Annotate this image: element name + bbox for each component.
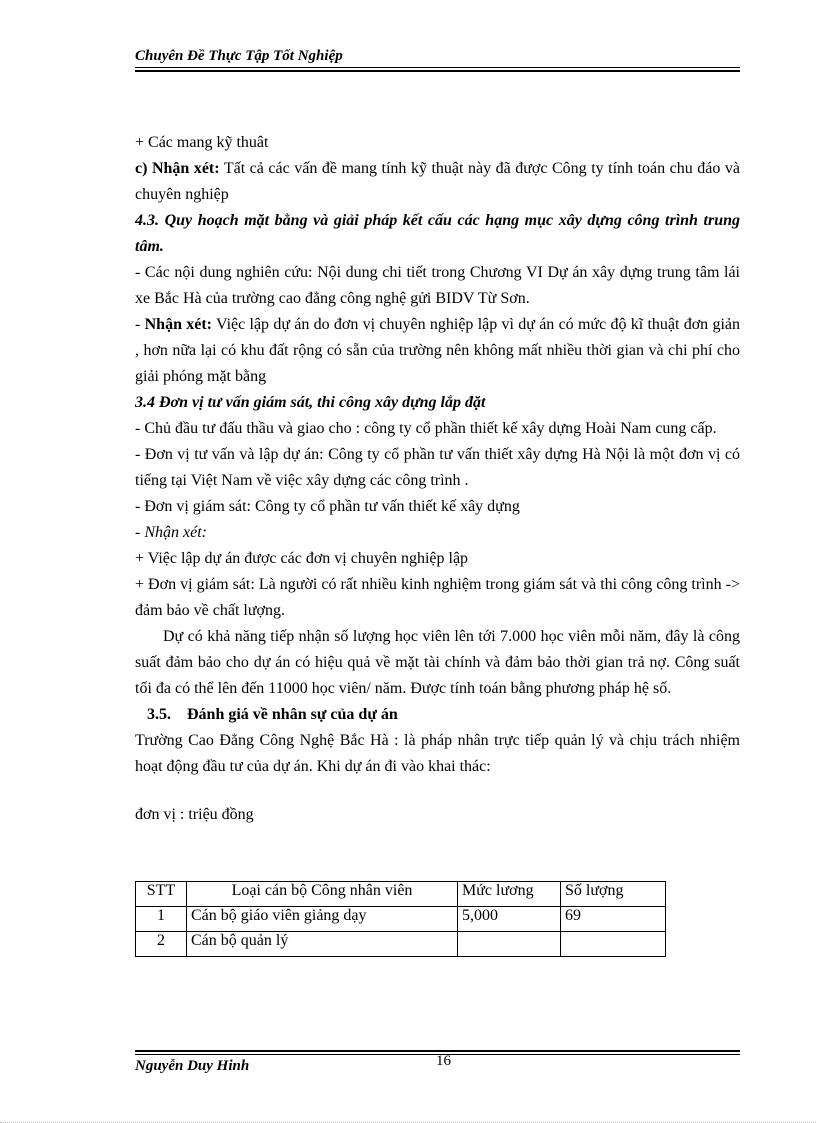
table-header-row	[136, 882, 666, 907]
paragraph-evaluation-label: - Nhận xét:	[135, 524, 207, 541]
evaluation-dash: -	[135, 316, 145, 333]
table-cell: 2	[136, 932, 187, 957]
paragraph-evaluation-c	[135, 156, 740, 208]
table-cell	[458, 932, 561, 957]
paragraph-project-setup: + Việc lập dự án được các đơn vị chuyên nghiệp lập	[135, 550, 469, 567]
header-rule-thin	[135, 67, 740, 68]
heading-3-5: 3.5. Đánh giá về nhân sự của dự án	[147, 706, 398, 723]
table-cell: 69	[561, 907, 666, 932]
heading-4-3: 4.3. Quy hoạch mặt bằng và giải pháp kết cấu các hạng mục xây dựng công trình trung tâm.	[135, 212, 740, 255]
staff-salary-table	[135, 881, 666, 957]
table-cell: Cán bộ giáo viên giảng dạy	[187, 907, 458, 932]
table-cell	[561, 932, 666, 957]
table-cell: 1	[136, 907, 187, 932]
paragraph-consultant: - Đơn vị tư vấn và lập dự án: Công ty cổ phần tư vấn thiết xây dựng Hà Nội là một đơn vị có tiếng tại Việt Nam về việc xây dựng các công trình .	[135, 446, 740, 489]
running-header: Chuyên Đề Thực Tập Tốt Nghiệp	[135, 48, 343, 64]
footer-author: Nguyễn Duy Hinh	[135, 1058, 250, 1074]
table-header-cell: Mức lương	[458, 882, 561, 907]
table-header-cell: Số lượng	[561, 882, 666, 907]
paragraph-investor: - Chủ đầu tư đấu thầu và giao cho : công ty cổ phần thiết kế xây dựng Hoài Nam cung cấp.	[135, 420, 717, 437]
document-body	[135, 130, 740, 828]
table-header-cell: Loại cán bộ Công nhân viên	[187, 882, 458, 907]
table-row	[136, 932, 666, 957]
paragraph-supervision-unit: + Đơn vị giám sát: Là người có rất nhiều kinh nghiệm trong giám sát và thi công công trình -> đảm bảo về chất lượng.	[135, 576, 740, 619]
paragraph-research-content: - Các nội dung nghiên cứu: Nội dung chi tiết trong Chương VI Dự án xây dựng trung tâm lái xe Bắc Hà của trường cao đẳng công nghệ gửi BIDV Từ Sơn.	[135, 264, 740, 307]
footer-rule-thick	[135, 1050, 740, 1052]
evaluation-planning-text: Việc lập dự án do đơn vị chuyên nghiệp lập vì dự án có mức độ kĩ thuật đơn giản , hơn nữa lại có khu đất rộng có sẵn của trường nên không mất nhiều thời gian và chi phí cho giải phóng mặt bằng	[135, 316, 741, 385]
heading-3-4: 3.4 Đơn vị tư vấn giám sát, thi công xây dựng lắp đặt	[135, 394, 486, 411]
evaluation-c-label: c) Nhận xét:	[135, 160, 220, 177]
evaluation-planning-label: Nhận xét:	[144, 316, 212, 333]
paragraph-college: Trường Cao Đẳng Công Nghệ Bắc Hà : là pháp nhân trực tiếp quản lý và chịu trách nhiệm hoạt động đầu tư của dự án. Khi dự án đi vào khai thác:	[135, 732, 740, 775]
table-cell: 5,000	[458, 907, 561, 932]
unit-label: đơn vị : triệu đồng	[135, 806, 254, 823]
paragraph-technical-network: + Các mang kỹ thuât	[135, 134, 269, 151]
paragraph-supervisor: - Đơn vị giám sát: Công ty cổ phần tư vấn thiết kế xây dựng	[135, 498, 520, 515]
page-number: 16	[436, 1053, 451, 1069]
evaluation-c-text: Tất cả các vấn đề mang tính kỹ thuật này đã được Công ty tính toán chu đáo và chuyên nghiệp	[135, 160, 741, 203]
paragraph-capacity: Dự có khả năng tiếp nhận số lượng học viên lên tới 7.000 học viên mỗi năm, đây là công suất đảm bảo cho dự án có hiệu quả về mặt tài chính và đảm bảo thời gian trả nợ. Công suất tối đa có thể lên đến 11000 học viên/ năm. Được tính toán bằng phương pháp hệ số.	[135, 628, 740, 697]
table-cell: Cán bộ quản lý	[187, 932, 458, 957]
table-row	[136, 907, 666, 932]
table-header-cell: STT	[136, 882, 187, 907]
header-rule-thick	[135, 70, 740, 72]
paragraph-evaluation-planning	[135, 312, 740, 390]
